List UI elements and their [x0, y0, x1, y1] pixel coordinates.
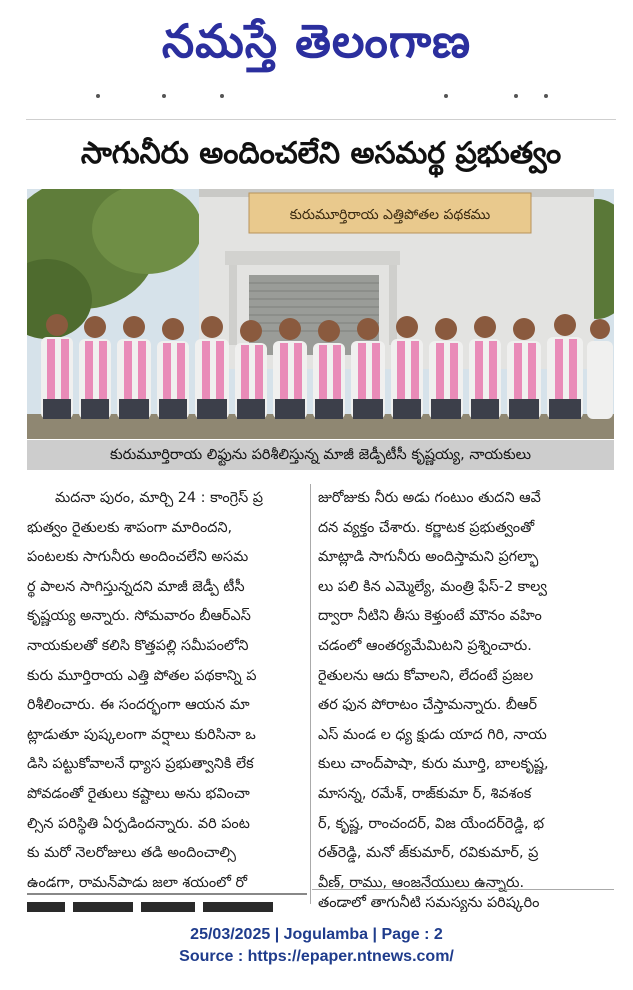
- article-photo: [27, 189, 614, 439]
- article-text-line: రత్‌రెడ్డి, మనో జ్‌కుమార్, రవికుమార్, ప్ర: [318, 845, 539, 862]
- page-footer: [0, 924, 633, 968]
- article-text-line: వీణ్, రాము, ఆంజనేయులు ఉన్నారు.: [318, 874, 525, 891]
- article-text-line: డిసి పట్టుకోవాలనే ధ్యాస ప్రభుత్వానికి లేక: [27, 756, 254, 773]
- newspaper-logo: నమస్తే తెలంగాణ: [161, 14, 472, 68]
- article-text-line: పోవడంతో రైతులు కష్టాలు అను భవించా: [27, 785, 250, 802]
- source-link[interactable]: Source : https://epaper.ntnews.com/: [179, 948, 454, 965]
- masthead: [0, 0, 633, 82]
- article-text-line: రిశీలించారు. ఈ సందర్భంగా ఆయన మా: [27, 697, 250, 714]
- article-text-line: కులు చాంద్‌పాషా, కురు మూర్తి, బాలకృష్ణ,: [318, 756, 549, 773]
- article-text-line: ట్లాడుతూ పుష్కలంగా వర్షాలు కురిసినా ఒ: [27, 726, 256, 743]
- article-text-line: నాయకులతో కలిసి కొత్తపల్లి సమీపంలోని: [27, 637, 249, 654]
- article-headline: సాగునీరు అందించలేని అసమర్థ ప్రభుత్వం: [80, 136, 562, 171]
- article-text-line: చడంలో ఆంతర్యమేమిటని ప్రశ్నించారు.: [318, 637, 532, 654]
- article-text-line: కురు మూర్తిరాయ ఎత్తి పోతల పథకాన్ని ప: [27, 667, 257, 684]
- article-text-line: లు పలి కిన ఎమ్మెల్యే, మంత్రి ఫేస్-2 కాల్వ: [318, 578, 547, 595]
- article-text-line: మదనా పురం, మార్చి 24 : కాంగ్రెస్ ప్ర: [55, 490, 263, 506]
- article-text-line: ఎస్ మండ ల ధ్య క్షుడు యాద గిరి, నాయ: [318, 726, 547, 743]
- article-text-line: భుత్వం రైతులకు శాపంగా మారిందని,: [27, 519, 233, 536]
- next-article-text-cut: తండాలో తాగునీటి సమస్యను పరిష్కరిం: [318, 895, 540, 911]
- article-text-line: తర ఫున పోరాటం చేస్తామన్నారు. బీఆర్: [318, 697, 538, 714]
- next-article-headline-cut: [27, 898, 305, 912]
- article-text-line: కృష్ణయ్య అన్నారు. సోమవారం బీఆర్ఎస్: [27, 608, 251, 625]
- column-divider: [310, 484, 311, 904]
- right-column-divider: [312, 889, 614, 890]
- masthead-separator: [26, 92, 616, 100]
- article-column-left: [27, 484, 317, 894]
- article-text-line: పంటలకు సాగునీరు అందించలేని అసమ: [27, 549, 249, 566]
- article-column-right: [318, 484, 608, 894]
- article-text-line: ద్వారా నీటిని తీసు కెళ్తుంటే మౌనం వహిం: [318, 608, 542, 625]
- article-text-line: ల్సిన పరిస్థితి ఏర్పడిందన్నారు. వరి పంట: [27, 815, 250, 832]
- article-text-line: మాట్లాడి సాగునీరు అందిస్తామని ప్రగల్భా: [318, 549, 539, 566]
- edition-info: 25/03/2025 | Jogulamba | Page : 2: [190, 926, 443, 943]
- article-text-line: ర్థ పాలన సాగిస్తున్నదని మాజీ జెడ్పీ టీసీ: [27, 578, 245, 595]
- group-of-people: [41, 314, 613, 419]
- article-text-line: రైతులను ఆదు కోవాలని, లేదంటే ప్రజల: [318, 667, 534, 684]
- article-text-line: కు మరో నెలరోజులు తడి అందించాల్సి: [27, 845, 236, 862]
- photo-illustration: [27, 189, 614, 439]
- next-article-divider: [27, 893, 307, 895]
- article-text-line: జురోజుకు నీరు అడు గంటుం తుదని ఆవే: [318, 490, 541, 506]
- header-divider: [26, 119, 616, 120]
- article-text-line: దన వ్యక్తం చేశారు. కర్ణాటక ప్రభుత్వంతో: [318, 519, 535, 536]
- photo-caption: కురుమూర్తిరాయ లిఫ్టును పరిశీలిస్తున్న మాజీ జెడ్పీటీసీ కృష్ణయ్య, నాయకులు: [27, 440, 614, 470]
- signboard-text: కురుమూర్తిరాయ ఎత్తిపోతల పథకము: [289, 207, 491, 223]
- article-text-line: ఉండగా, రామన్‌పాడు జలా శయంలో రో: [27, 874, 248, 891]
- article-text-line: మాసన్న, రమేశ్, రాజ్‌కుమా ర్, శివశంక: [318, 785, 532, 802]
- article-text-line: ర్, కృష్ణ, రాంచందర్, విజ యేందర్‌రెడ్డి, భ: [318, 815, 545, 832]
